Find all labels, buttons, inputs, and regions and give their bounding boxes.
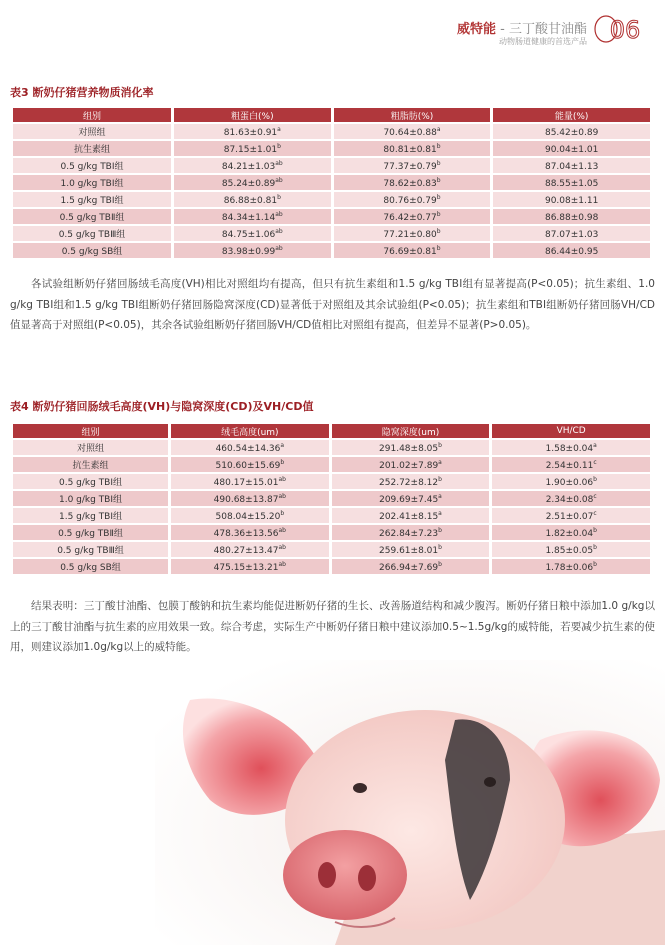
table-row [13, 175, 650, 190]
paragraph-conclusion: 结果表明：三丁酸甘油酯、包膜丁酸钠和抗生素均能促进断奶仔猪的生长、改善肠道结构和减少腹泻。断奶仔猪日粮中添加1.0 g/kg以上的三丁酸甘油酯与抗生素的应用效果一致。综合考虑，实际生产中断奶仔猪日粮中建议添加0.5~1.5g/kg的威特能，若要减少抗生素的使用，则建议添加1.0g/kg以上的威特能。 [10, 600, 655, 653]
significance-mark: c [593, 509, 597, 517]
significance-mark: ab [278, 560, 286, 568]
table-row [13, 226, 650, 241]
table3-header-row [13, 108, 650, 122]
cell-value: 90.08±1.11 [544, 195, 599, 206]
cell-value: 70.64±0.88 [383, 127, 437, 138]
cell-value: 87.15±1.01 [223, 144, 278, 155]
value-cell [493, 124, 650, 139]
cell-value: 259.61±8.01 [379, 545, 439, 556]
value-cell [334, 192, 491, 207]
value-cell [492, 440, 650, 455]
value-cell [171, 559, 329, 574]
significance-mark: b [593, 543, 597, 551]
group-cell: 抗生素组 [13, 141, 171, 156]
table-row [13, 525, 650, 540]
value-cell [171, 457, 329, 472]
significance-mark: ab [278, 526, 286, 534]
cell-value: 480.27±13.47 [213, 545, 279, 556]
group-cell: 1.5 g/kg TBⅠ组 [13, 192, 171, 207]
significance-mark: a [438, 492, 442, 500]
cell-value: 80.81±0.81 [383, 144, 437, 155]
brand-name: 威特能 [457, 22, 497, 37]
column-header: 组别 [13, 108, 171, 122]
group-cell: 对照组 [13, 440, 168, 455]
significance-mark: ab [278, 475, 286, 483]
cell-value: 209.69±7.45 [379, 494, 439, 505]
value-cell [334, 209, 491, 224]
value-cell [493, 243, 650, 258]
column-header: 粗脂肪(%) [334, 108, 491, 122]
cell-value: 2.34±0.08 [545, 494, 594, 505]
value-cell [334, 124, 491, 139]
significance-mark: ab [275, 210, 283, 218]
cell-value: 86.88±0.98 [544, 212, 599, 223]
value-cell [332, 542, 490, 557]
significance-mark: b [436, 176, 441, 184]
significance-mark: b [436, 193, 441, 201]
significance-mark: b [438, 475, 442, 483]
cell-value: 252.72±8.12 [379, 477, 439, 488]
group-cell: 1.0 g/kg TBⅠ组 [13, 175, 171, 190]
value-cell [174, 175, 331, 190]
significance-mark: b [438, 543, 442, 551]
significance-mark: b [280, 509, 285, 517]
significance-mark: a [277, 125, 281, 133]
significance-mark: b [593, 475, 597, 483]
value-cell [493, 141, 650, 156]
value-cell [493, 209, 650, 224]
cell-value: 266.94±7.69 [379, 562, 439, 573]
significance-mark: b [436, 244, 441, 252]
group-cell: 0.5 g/kg TBⅠ组 [13, 474, 168, 489]
cell-value: 86.88±0.81 [223, 195, 278, 206]
table-row [13, 440, 650, 455]
value-cell [493, 158, 650, 173]
significance-mark: ab [278, 543, 286, 551]
cell-value: 81.63±0.91 [223, 127, 278, 138]
group-cell: 0.5 g/kg SB组 [13, 243, 171, 258]
value-cell [332, 508, 490, 523]
significance-mark: b [593, 560, 597, 568]
cell-value: 77.37±0.79 [383, 161, 437, 172]
value-cell [492, 474, 650, 489]
group-cell: 0.5 g/kg TBⅡ组 [13, 525, 168, 540]
value-cell [334, 226, 491, 241]
cell-value: 83.98±0.99 [221, 246, 276, 257]
value-cell [332, 457, 490, 472]
column-header: 粗蛋白(%) [174, 108, 331, 122]
cell-value: 84.34±1.14 [221, 212, 276, 223]
value-cell [171, 491, 329, 506]
cell-value: 262.84±7.23 [379, 528, 439, 539]
cell-value: 291.48±8.05 [379, 443, 439, 454]
cell-value: 85.24±0.89 [221, 178, 276, 189]
value-cell [174, 158, 331, 173]
cell-value: 77.21±0.80 [383, 229, 437, 240]
significance-mark: ab [275, 244, 283, 252]
value-cell [174, 243, 331, 258]
value-cell [171, 508, 329, 523]
group-cell: 0.5 g/kg TBⅡ组 [13, 209, 171, 224]
brand-line [457, 18, 587, 37]
cell-value: 80.76±0.79 [383, 195, 437, 206]
value-cell [174, 226, 331, 241]
significance-mark: b [438, 560, 442, 568]
group-cell: 1.5 g/kg TBⅠ组 [13, 508, 168, 523]
table-row [13, 158, 650, 173]
value-cell [492, 525, 650, 540]
value-cell [332, 525, 490, 540]
value-cell [171, 474, 329, 489]
cell-value: 508.04±15.20 [215, 511, 281, 522]
significance-mark: b [436, 142, 441, 150]
cell-value: 490.68±13.87 [213, 494, 279, 505]
value-cell [492, 542, 650, 557]
value-cell [171, 440, 329, 455]
value-cell [332, 440, 490, 455]
table-row [13, 491, 650, 506]
value-cell [174, 141, 331, 156]
significance-mark: a [593, 441, 597, 449]
value-cell [174, 192, 331, 207]
cell-value: 2.51±0.07 [545, 511, 594, 522]
brand-dash: - [496, 22, 509, 37]
significance-mark: a [438, 509, 442, 517]
value-cell [332, 491, 490, 506]
column-header: 绒毛高度(um) [171, 424, 329, 438]
paragraph-villus-results: 各试验组断奶仔猪回肠绒毛高度(VH)相比对照组均有提高，但只有抗生素组和1.5 g/kg TBⅠ组有显著提高(P<0.05)；抗生素组、1.0 g/kg TBⅠ组和1.5 g/kg TBⅠ组断奶仔猪回肠隐窝深度(CD)显著低于对照组及其余试验组(P<0.05)；抗生素组和TBⅠ组断奶仔猪回肠VH/CD值显著高于对照组(P<0.05)，其余各试验组断奶仔猪回肠VH/CD值相比对照组有提高，但差异不显著(P>0.05)。 [10, 278, 655, 331]
significance-mark: c [593, 492, 597, 500]
table-row [13, 209, 650, 224]
group-cell: 0.5 g/kg TBⅢ组 [13, 542, 168, 557]
group-cell: 0.5 g/kg TBⅢ组 [13, 226, 171, 241]
group-cell: 1.0 g/kg TBⅠ组 [13, 491, 168, 506]
value-cell [493, 175, 650, 190]
table4 [10, 422, 653, 576]
significance-mark: a [436, 125, 441, 133]
significance-mark: ab [275, 159, 283, 167]
column-header: 隐窝深度(um) [332, 424, 490, 438]
significance-mark: b [277, 142, 281, 150]
group-cell: 抗生素组 [13, 457, 168, 472]
cell-value: 85.42±0.89 [544, 127, 599, 138]
group-cell: 0.5 g/kg SB组 [13, 559, 168, 574]
value-cell [171, 542, 329, 557]
cell-value: 2.54±0.11 [545, 460, 594, 471]
significance-mark: b [593, 526, 597, 534]
brand-slogan: 动物肠道健康的首选产品 [499, 37, 587, 46]
group-cell: 对照组 [13, 124, 171, 139]
significance-mark: b [436, 210, 441, 218]
table-row [13, 457, 650, 472]
cell-value: 84.75±1.06 [221, 229, 276, 240]
table3 [10, 106, 653, 260]
significance-mark: b [277, 193, 281, 201]
cell-value: 1.78±0.06 [545, 562, 594, 573]
cell-value: 1.90±0.06 [545, 477, 594, 488]
product-name: 三丁酸甘油酯 [508, 22, 587, 37]
value-cell [334, 175, 491, 190]
cell-value: 201.02±7.89 [379, 460, 439, 471]
significance-mark: b [436, 159, 441, 167]
significance-mark: c [593, 458, 597, 466]
value-cell [492, 508, 650, 523]
significance-mark: b [280, 458, 285, 466]
cell-value: 202.41±8.15 [379, 511, 439, 522]
value-cell [492, 457, 650, 472]
table-row [13, 124, 650, 139]
cell-value: 480.17±15.01 [213, 477, 279, 488]
value-cell [332, 474, 490, 489]
table-row [13, 508, 650, 523]
significance-mark: a [438, 458, 442, 466]
cell-value: 88.55±1.05 [544, 178, 599, 189]
value-cell [492, 559, 650, 574]
value-cell [332, 559, 490, 574]
page-number-badge [593, 12, 647, 46]
cell-value: 84.21±1.03 [221, 161, 276, 172]
value-cell [174, 124, 331, 139]
cell-value: 1.82±0.04 [545, 528, 594, 539]
value-cell [171, 525, 329, 540]
significance-mark: ab [278, 492, 286, 500]
cell-value: 87.04±1.13 [544, 161, 599, 172]
table-row [13, 559, 650, 574]
column-header: 能量(%) [493, 108, 650, 122]
significance-mark: b [436, 227, 441, 235]
value-cell [334, 158, 491, 173]
column-header: 组别 [13, 424, 168, 438]
cell-value: 510.60±15.69 [215, 460, 281, 471]
cell-value: 86.44±0.95 [544, 246, 599, 257]
cell-value: 478.36±13.56 [213, 528, 279, 539]
table4-title: 表4 断奶仔猪回肠绒毛高度(VH)与隐窝深度(CD)及VH/CD值 [10, 400, 314, 413]
piglet-photo [155, 660, 665, 945]
significance-mark: b [438, 526, 442, 534]
cell-value: 78.62±0.83 [383, 178, 437, 189]
significance-mark: b [438, 441, 442, 449]
value-cell [334, 141, 491, 156]
significance-mark: ab [275, 227, 283, 235]
cell-value: 460.54±14.36 [215, 443, 281, 454]
cell-value: 76.69±0.81 [383, 246, 437, 257]
value-cell [493, 192, 650, 207]
page-header [347, 12, 647, 52]
table-row [13, 192, 650, 207]
cell-value: 1.58±0.04 [545, 443, 594, 454]
cell-value: 87.07±1.03 [544, 229, 599, 240]
table-row [13, 474, 650, 489]
value-cell [493, 226, 650, 241]
table-row [13, 542, 650, 557]
table-row [13, 141, 650, 156]
value-cell [174, 209, 331, 224]
group-cell: 0.5 g/kg TBⅠ组 [13, 158, 171, 173]
cell-value: 475.15±13.21 [213, 562, 279, 573]
significance-mark: a [280, 441, 285, 449]
column-header: VH/CD [492, 424, 650, 438]
value-cell [334, 243, 491, 258]
table4-header-row [13, 424, 650, 438]
value-cell [492, 491, 650, 506]
page-number: 06 [609, 16, 641, 44]
table-row [13, 243, 650, 258]
cell-value: 76.42±0.77 [383, 212, 437, 223]
significance-mark: ab [275, 176, 283, 184]
cell-value: 90.04±1.01 [544, 144, 599, 155]
cell-value: 1.85±0.05 [545, 545, 594, 556]
table3-title: 表3 断奶仔猪营养物质消化率 [10, 86, 154, 99]
